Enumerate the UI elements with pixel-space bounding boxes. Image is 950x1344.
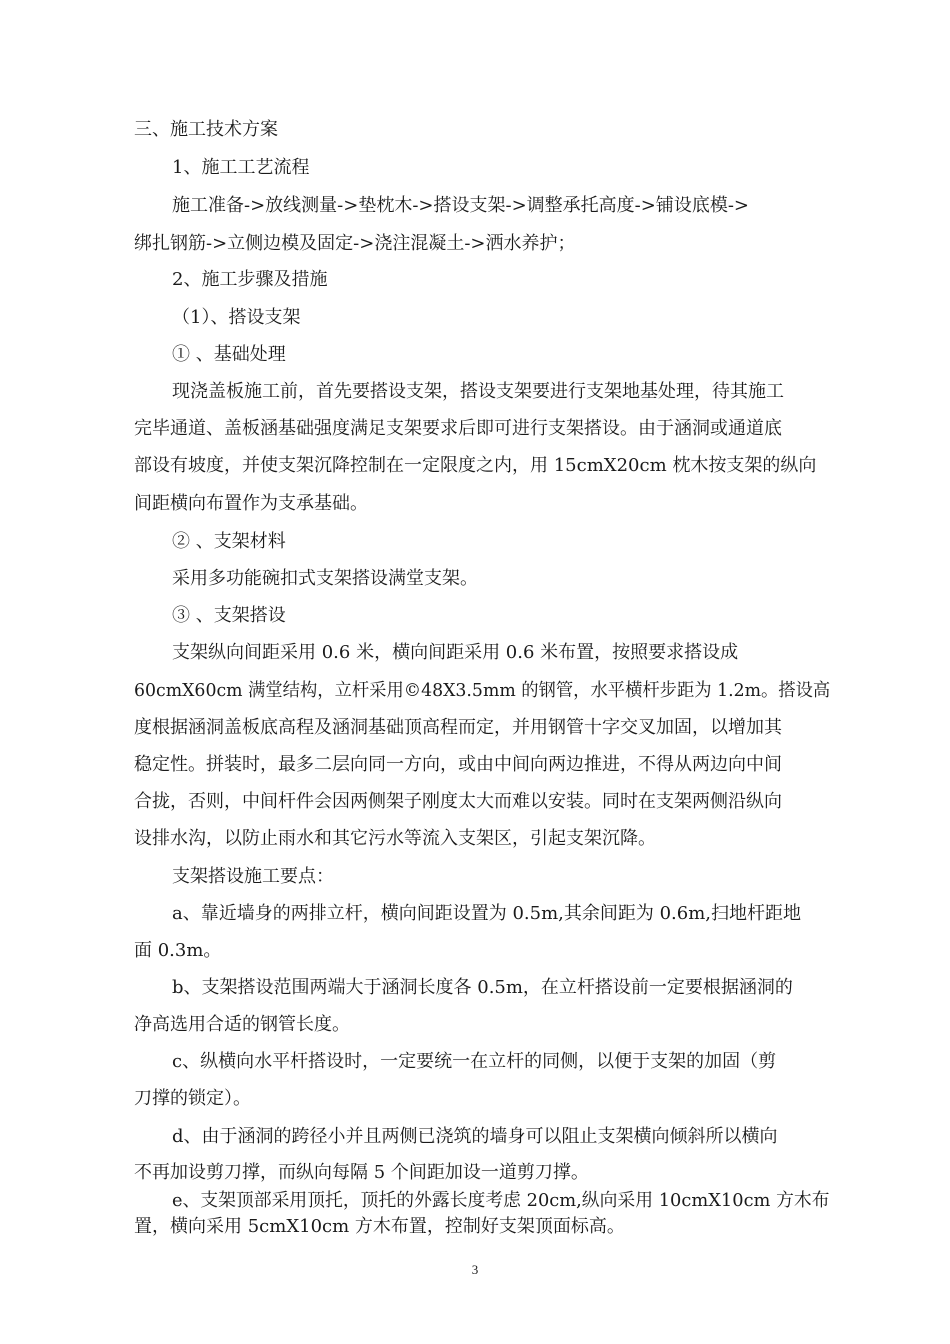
text-line: e、支架顶部采用顶托，顶托的外露长度考虑 20cm,纵向采用 10cmX10cm 方木布 xyxy=(172,1190,830,1211)
text-line: 稳定性。拼装时，最多二层向同一方向，或由中间向两边推进，不得从两边向中间 xyxy=(134,754,782,775)
page-number: 3 xyxy=(471,1262,479,1277)
text-line: d、由于涵洞的跨径小并且两侧已浇筑的墙身可以阻止支架横向倾斜所以横向 xyxy=(172,1126,778,1147)
text-line: 现浇盖板施工前，首先要搭设支架，搭设支架要进行支架地基处理，待其施工 xyxy=(172,381,784,402)
item-heading: ③ 、支架搭设 xyxy=(172,605,286,626)
text-line: 置，横向采用 5cmX10cm 方木布置，控制好支架顶面标高。 xyxy=(134,1216,625,1237)
item-heading: ① 、基础处理 xyxy=(172,344,286,365)
text-line: 60cmX60cm 满堂结构，立杆采用©48X3.5mm 的钢管，水平横杆步距为 1.2m。搭设高 xyxy=(134,680,831,701)
text-line: 支架纵向间距采用 0.6 米，横向间距采用 0.6 米布置，按照要求搭设成 xyxy=(172,642,739,663)
text-line: 刀撑的锁定）。 xyxy=(134,1088,251,1109)
text-line: 度根据涵洞盖板底高程及涵洞基础顶高程而定，并用钢管十字交叉加固，以增加其 xyxy=(134,717,782,738)
text-line: 绑扎钢筋->立侧边模及固定->浇注混凝土->洒水养护； xyxy=(134,233,576,254)
text-line: 间距横向布置作为支承基础。 xyxy=(134,493,368,514)
text-line: 施工准备->放线测量->垫枕木->搭设支架->调整承托高度->铺设底模-> xyxy=(172,195,749,216)
text-line: 设排水沟，以防止雨水和其它污水等流入支架区，引起支架沉降。 xyxy=(134,828,656,849)
text-line: a、靠近墙身的两排立杆，横向间距设置为 0.5m,其余间距为 0.6m,扫地杆距地 xyxy=(172,903,802,924)
text-line: 不再加设剪刀撑，而纵向每隔 5 个间距加设一道剪刀撑。 xyxy=(134,1162,589,1183)
item-heading: ② 、支架材料 xyxy=(172,531,286,552)
text-line: 面 0.3m。 xyxy=(134,940,222,961)
text-line: 合拢，否则，中间杆件会因两侧架子刚度太大而难以安装。同时在支架两侧沿纵向 xyxy=(134,791,782,812)
item-heading: （1）、搭设支架 xyxy=(172,307,301,328)
text-line: 采用多功能碗扣式支架搭设满堂支架。 xyxy=(172,568,478,589)
text-line: 完毕通道、盖板涵基础强度满足支架要求后即可进行支架搭设。由于涵洞或通道底 xyxy=(134,418,782,439)
subsection-heading: 2、施工步骤及措施 xyxy=(172,269,328,290)
text-line: 部设有坡度，并使支架沉降控制在一定限度之内，用 15cmX20cm 枕木按支架的纵向 xyxy=(134,455,817,476)
subsection-heading: 1、施工工艺流程 xyxy=(172,157,310,178)
text-line: 净高选用合适的钢管长度。 xyxy=(134,1014,350,1035)
section-heading: 三、施工技术方案 xyxy=(134,119,278,140)
text-line: 支架搭设施工要点： xyxy=(172,866,334,887)
text-line: b、支架搭设范围两端大于涵洞长度各 0.5m，在立杆搭设前一定要根据涵洞的 xyxy=(172,977,793,998)
text-line: c、纵横向水平杆搭设时，一定要统一在立杆的同侧，以便于支架的加固（剪 xyxy=(172,1051,777,1072)
